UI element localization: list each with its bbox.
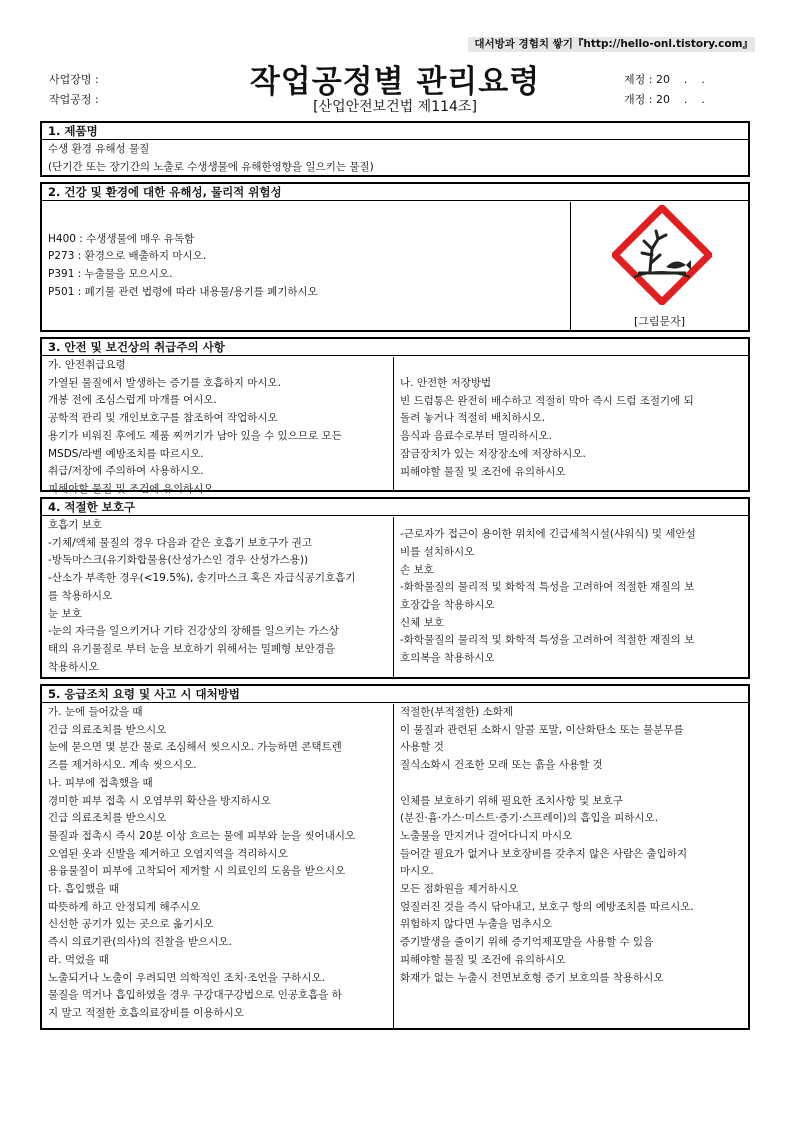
text-line: 마시오. <box>400 865 434 878</box>
section-body <box>42 140 748 176</box>
text-line: 빈 드럼통은 완전히 배수하고 적절히 막아 즉시 드럼 조절기에 되 <box>400 394 694 407</box>
text-line: 눈에 묻으면 몇 분간 물로 조심해서 씻으시오. 가능하면 콘택트렌 <box>48 741 342 754</box>
section-title: 4. 적절한 보호구 <box>42 499 748 516</box>
page-subtitle: [산업안전보건법 제114조] <box>313 99 477 115</box>
text-line: -방독마스크(유기화합물용(산성가스인 경우 산성가스용)) <box>48 554 309 567</box>
text-line: 긴급 의료조치를 받으시오 <box>48 723 167 736</box>
blank-line <box>400 775 742 793</box>
pictogram-caption: [그림문자] <box>633 315 686 328</box>
hazard-statements <box>42 202 570 330</box>
text-line: 화재가 없는 누출시 전면보호형 증기 보호의를 착용하시오 <box>400 971 664 984</box>
text-line: 피해야할 물질 및 조건에 유의하시오 <box>400 465 566 478</box>
text-line: 질식소화시 건조한 모래 또는 흙을 사용할 것 <box>400 759 603 772</box>
section-protective-equipment <box>40 497 750 679</box>
text-line: 가열된 물질에서 발생하는 증기를 호흡하지 마시오. <box>48 376 282 389</box>
text-line: 즉시 의료기관(의사)의 진찰을 받으시오. <box>48 936 232 949</box>
text-line: P501 : 폐기물 관련 법령에 따라 내용물/용기를 폐기하시오 <box>48 285 318 298</box>
text-line: 노출물을 만지거나 걸어다니지 마시오 <box>400 829 573 842</box>
text-line: 물질과 접촉시 즉시 20분 이상 흐르는 물에 피부와 눈을 씻어내시오 <box>48 829 356 842</box>
text-line: 즈를 제거하시오. 계속 씻으시오. <box>48 759 197 772</box>
ghs09-environment-icon <box>612 205 712 305</box>
text-line: 를 착용하시오 <box>48 589 113 602</box>
text-line: 라. 먹었을 때 <box>48 953 109 966</box>
text-line: 모든 점화원을 제거하시오 <box>400 883 519 896</box>
text-line: 호흡기 보호 <box>48 519 103 531</box>
text-line: 나. 피부에 접촉했을 때 <box>48 776 153 789</box>
text-line: H400 : 수생생물에 매우 유독함 <box>48 232 195 245</box>
text-line: -근로자가 접근이 용이한 위치에 긴급세척시설(샤워식) 및 세안설 <box>400 528 696 541</box>
text-line: 개봉 전에 조심스럽게 마개를 여시오. <box>48 394 217 407</box>
section-title: 1. 제품명 <box>42 123 748 140</box>
text-line: -산소가 부족한 경우(<19.5%), 송기마스크 혹은 자급식공기호흡기 <box>48 572 356 585</box>
text-line: 가. 눈에 들어갔을 때 <box>48 706 143 718</box>
text-line: 물질을 먹거나 흡입하였을 경우 구강대구강법으로 인공호흡을 하 <box>48 989 342 1002</box>
text-line: 적절한(부적절한) 소화제 <box>400 706 513 718</box>
text-line: 따뜻하게 하고 안정되게 해주시오 <box>48 900 201 913</box>
text-line: 이 물질과 관련된 소화시 알콜 포말, 이산화탄소 또는 물분무를 <box>400 723 684 736</box>
text-line: 취급/저장에 주의하여 사용하시오. <box>48 465 204 478</box>
text-line: -화학물질의 물리적 및 화학적 특성을 고려하여 적절한 재질의 보 <box>400 634 695 647</box>
text-line: 엎질러진 것을 즉시 닦아내고, 보호구 항의 예방조치를 따르시오. <box>400 900 694 913</box>
text-line: 다. 흡입했을 때 <box>48 883 119 896</box>
section-body <box>42 517 748 677</box>
section-body <box>42 704 748 1028</box>
section-hazards <box>40 182 750 332</box>
text-line: 용기가 비워진 후에도 제품 찌꺼기가 남아 있을 수 있으므로 모든 <box>48 429 342 442</box>
text-line: 호장갑을 착용하시오 <box>400 599 495 611</box>
text-line: 가. 안전취급요령 <box>48 359 126 371</box>
fire-spill-column <box>394 704 748 1028</box>
text-line: 수생 환경 유해성 물질 <box>48 143 150 155</box>
process-label: 작업공정 : <box>49 93 99 106</box>
section-title: 3. 안전 및 보건상의 취급주의 사항 <box>42 339 748 356</box>
first-aid-column <box>42 704 394 1028</box>
text-line: 지 말고 적절한 호흡의료장비를 이용하시오 <box>48 1006 244 1019</box>
text-line: 비를 설치하시오 <box>400 545 475 558</box>
text-line: 돌려 놓거나 적절히 배치하시오. <box>400 412 546 425</box>
source-note: 대서방과 경험치 쌓기『http://hello-onl.tistory.com』 <box>468 37 755 52</box>
text-line: 오염된 옷과 신발을 제거하고 오염지역을 격리하시오 <box>48 847 288 860</box>
text-line: 태의 유기물질로 부터 눈을 보호하기 위해서는 밀폐형 보안경을 <box>48 642 336 655</box>
handling-column <box>42 357 394 495</box>
section-body <box>42 357 748 495</box>
text-line: P391 : 누출물을 모으시오. <box>48 268 173 280</box>
text-line: 사용할 것 <box>400 741 444 754</box>
text-line: 잠금장치가 있는 저장장소에 저장하시오. <box>400 447 586 460</box>
text-line: 용융물질이 피부에 고착되어 제거할 시 의료인의 도움을 받으시오 <box>48 865 346 878</box>
enacted-date: 제정 : 20 . . <box>624 73 705 86</box>
text-line: 증기발생을 줄이기 위해 증기억제포말을 사용할 수 있음 <box>400 936 654 949</box>
section-body <box>42 202 748 330</box>
respiratory-eye-column <box>42 517 394 677</box>
text-line: 착용하시오 <box>48 660 99 673</box>
text-line: 피해야할 물질 및 조건에 유의하시오 <box>48 482 214 495</box>
text-line: 호의복을 착용하시오 <box>400 652 495 665</box>
text-line: 경미한 피부 접촉 시 오염부위 확산을 방지하시오 <box>48 794 271 807</box>
page-title: 작업공정별 관리요령 <box>249 64 541 100</box>
section-handling <box>40 337 750 495</box>
text-line: 노출되거나 노출이 우려되면 의학적인 조치·조언을 구하시오. <box>48 971 325 984</box>
text-line: (단기간 또는 장기간의 노출로 수생생물에 유해한영향을 일으키는 물질) <box>48 160 374 173</box>
text-line: 위험하지 않다면 누출을 멈추시오 <box>400 918 553 931</box>
text-line: 신선한 공기가 있는 곳으로 옮기시오 <box>48 918 214 931</box>
text-line: (분진·흄·가스·미스트·증기·스프레이)의 흡입을 피하시오. <box>400 812 659 825</box>
text-line: 공학적 관리 및 개인보호구를 참조하여 작업하시오 <box>48 412 278 425</box>
text-line: 신체 보호 <box>400 616 444 629</box>
company-label: 사업장명 : <box>49 73 99 86</box>
text-line: 피해야할 물질 및 조건에 유의하시오 <box>400 953 566 966</box>
text-line: -기체/액체 물질의 경우 다음과 같은 호흡기 보호구가 권고 <box>48 536 312 549</box>
text-line: 긴급 의료조치를 받으시오 <box>48 812 167 825</box>
section-title: 5. 응급조치 요령 및 사고 시 대처방법 <box>42 686 748 703</box>
hand-body-column <box>394 517 748 677</box>
text-line: P273 : 환경으로 배출하지 마시오. <box>48 250 207 263</box>
text-line: 들어갈 필요가 없거나 보호장비를 갖추지 않은 사람은 출입하지 <box>400 847 688 860</box>
section-product-name <box>40 121 750 177</box>
text-line: 인체를 보호하기 위해 필요한 조치사항 및 보호구 <box>400 794 623 807</box>
text-line: -눈의 자극을 일으키거나 기타 건강상의 장해를 일으키는 가스상 <box>48 625 339 638</box>
text-line: 음식과 음료수로부터 멀리하시오. <box>400 430 553 443</box>
section-emergency <box>40 684 750 1030</box>
text-line: 손 보호 <box>400 563 434 576</box>
text-line: 눈 보호 <box>48 607 82 620</box>
section-title: 2. 건강 및 환경에 대한 유해성, 물리적 위험성 <box>42 184 748 201</box>
text-line: MSDS/라벨 예방조치를 따르시오. <box>48 447 204 460</box>
text-line: -화학물질의 물리적 및 화학적 특성을 고려하여 적절한 재질의 보 <box>400 581 695 594</box>
text-line: 나. 안전한 저장방법 <box>400 377 492 389</box>
revised-date: 개정 : 20 . . <box>624 93 705 106</box>
storage-column <box>394 357 748 490</box>
pictogram-cell <box>570 202 748 330</box>
